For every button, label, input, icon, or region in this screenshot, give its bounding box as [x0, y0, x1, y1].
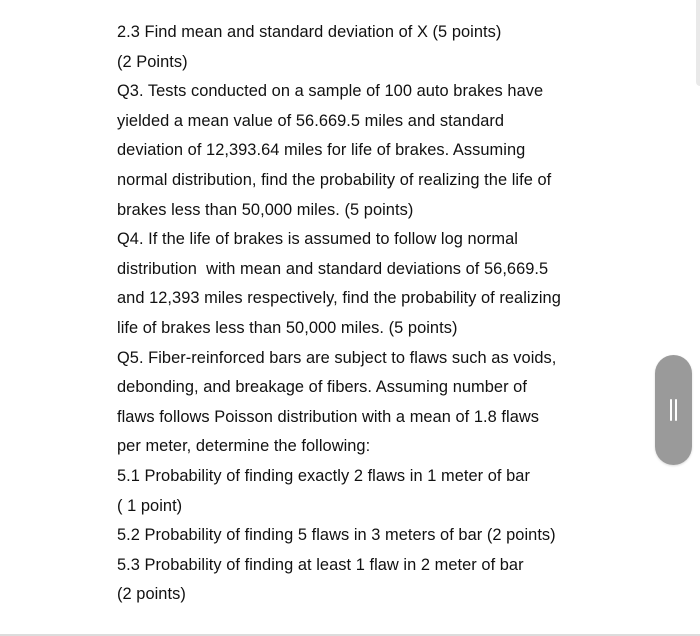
drag-handle-icon: [670, 399, 672, 421]
text-line: Q4. If the life of brakes is assumed to follow log normal: [117, 230, 518, 249]
text-line: ( 1 point): [117, 496, 183, 515]
drag-handle-icon: [675, 399, 677, 421]
text-line: per meter, determine the following:: [117, 437, 371, 456]
text-line: 2.3 Find mean and standard deviation of X (5 points): [117, 23, 502, 41]
text-line: (2 Points): [117, 52, 188, 71]
text-line: deviation of 12,393.64 miles for life of brakes. Assuming: [117, 141, 526, 160]
scroll-edge-indicator: [696, 0, 700, 86]
scrollbar-top-edge: [694, 0, 700, 100]
text-line: Q3. Tests conducted on a sample of 100 auto brakes have: [117, 82, 544, 101]
text-line: 5.2 Probability of finding 5 flaws in 3 meters of bar (2 points): [117, 526, 556, 545]
text-line: debonding, and breakage of fibers. Assuming number of: [117, 378, 527, 397]
text-line: brakes less than 50,000 miles. (5 points): [117, 200, 414, 219]
text-line: (2 points): [117, 585, 186, 604]
scroll-thumb-handle[interactable]: [655, 355, 692, 465]
text-line: yielded a mean value of 56.669.5 miles and standard: [117, 111, 505, 130]
text-line: and 12,393 miles respectively, find the probability of realizing: [117, 289, 561, 308]
text-line: life of brakes less than 50,000 miles. (5 points): [117, 318, 458, 337]
text-line: normal distribution, find the probability of realizing the life of: [117, 170, 552, 189]
question-text-block: [117, 18, 637, 610]
text-line: flaws follows Poisson distribution with a mean of 1.8 flaws: [117, 407, 540, 426]
text-line: 5.3 Probability of finding at least 1 flaw in 2 meter of bar: [117, 555, 524, 574]
text-line: 5.1 Probability of finding exactly 2 flaws in 1 meter of bar: [117, 466, 530, 485]
text-line: Q5. Fiber-reinforced bars are subject to flaws such as voids,: [117, 348, 557, 367]
text-line: distribution with mean and standard deviations of 56,669.5: [117, 259, 549, 278]
